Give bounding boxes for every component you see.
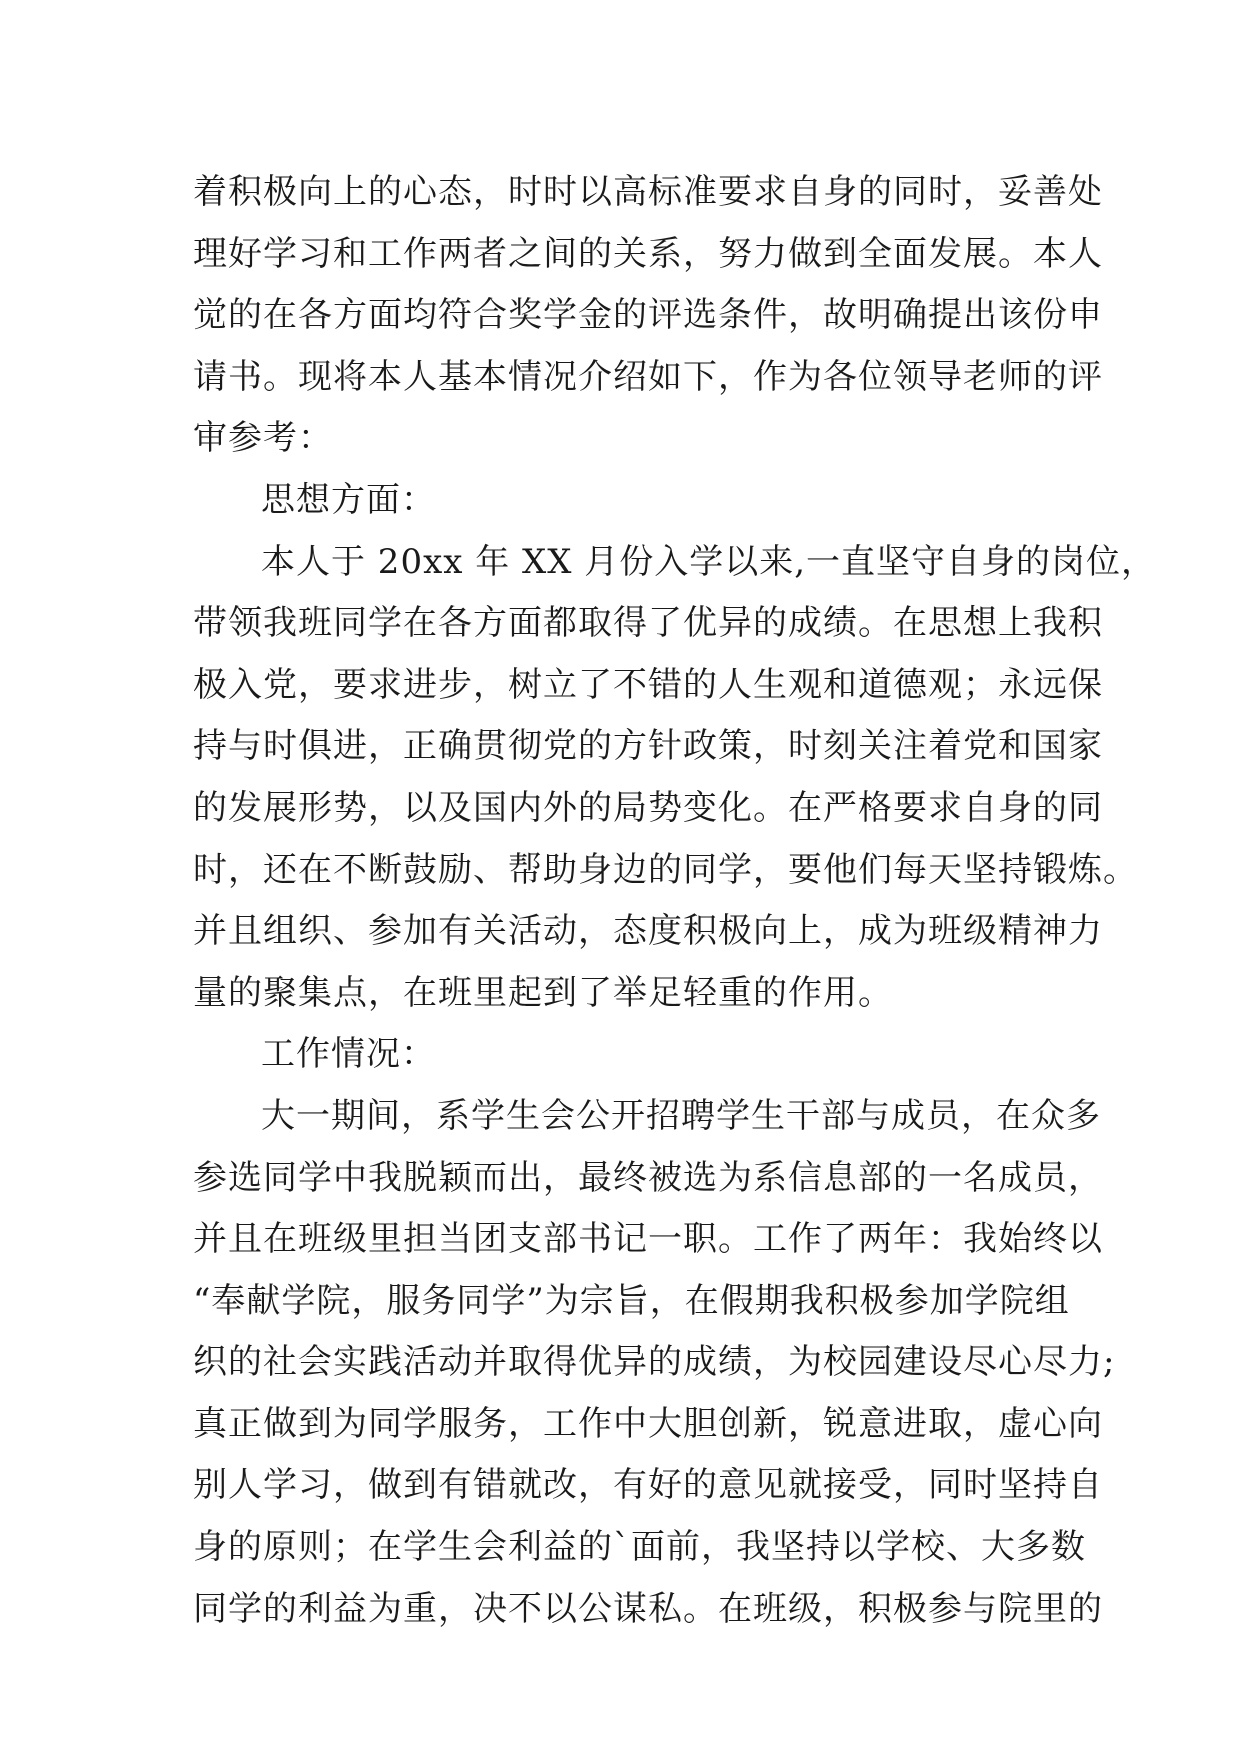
text-line: 真正做到为同学服务，工作中大胆创新，锐意进取，虚心向 [193,1403,1103,1444]
text-line: 同学的利益为重，决不以公谋私。在班级，积极参与院里的 [193,1588,1103,1629]
text-line: 参选同学中我脱颖而出，最终被选为系信息部的一名成员， [193,1157,1103,1198]
text-line: 请书。现将本人基本情况介绍如下，作为各位领导老师的评 [193,356,1103,397]
text-line: 大一期间，系学生会公开招聘学生干部与成员，在众多 [261,1095,1101,1136]
text-line: 织的社会实践活动并取得优异的成绩，为校园建设尽心尽力; [193,1342,1116,1383]
text-line: 本人于 20xx 年 XX 月份入学以来,一直坚守自身的岗位， [261,541,1157,582]
text-line: 审参考： [193,418,333,459]
text-line: 理好学习和工作两者之间的关系，努力做到全面发展。本人 [193,233,1103,274]
section-heading: 工作情况： [261,1034,436,1075]
text-line: 别人学习，做到有错就改，有好的意见就接受，同时坚持自 [193,1465,1103,1506]
text-line: 时，还在不断鼓励、帮助身边的同学，要他们每天坚持锻炼。 [193,849,1138,890]
text-line: 身的原则；在学生会利益的`面前，我坚持以学校、大多数 [193,1527,1086,1568]
text-line: “奉献学院，服务同学”为宗旨，在假期我积极参加学院组 [193,1280,1070,1321]
text-line: 量的聚集点，在班里起到了举足轻重的作用。 [193,972,893,1013]
document-body [193,162,1157,1640]
text-line: 带领我班同学在各方面都取得了优异的成绩。在思想上我积 [193,603,1103,644]
text-line: 觉的在各方面均符合奖学金的评选条件，故明确提出该份申 [193,295,1103,336]
text-line: 着积极向上的心态，时时以高标准要求自身的同时，妥善处 [193,172,1103,212]
text-line: 并且在班级里担当团支部书记一职。工作了两年：我始终以 [193,1219,1103,1260]
text-line: 并且组织、参加有关活动，态度积极向上，成为班级精神力 [193,911,1103,952]
text-line: 持与时俱进，正确贯彻党的方针政策，时刻关注着党和国家 [193,726,1103,767]
section-heading: 思想方面： [261,479,436,520]
text-line: 的发展形势，以及国内外的局势变化。在严格要求自身的同 [193,787,1103,828]
text-line: 极入党，要求进步，树立了不错的人生观和道德观；永远保 [193,664,1103,705]
